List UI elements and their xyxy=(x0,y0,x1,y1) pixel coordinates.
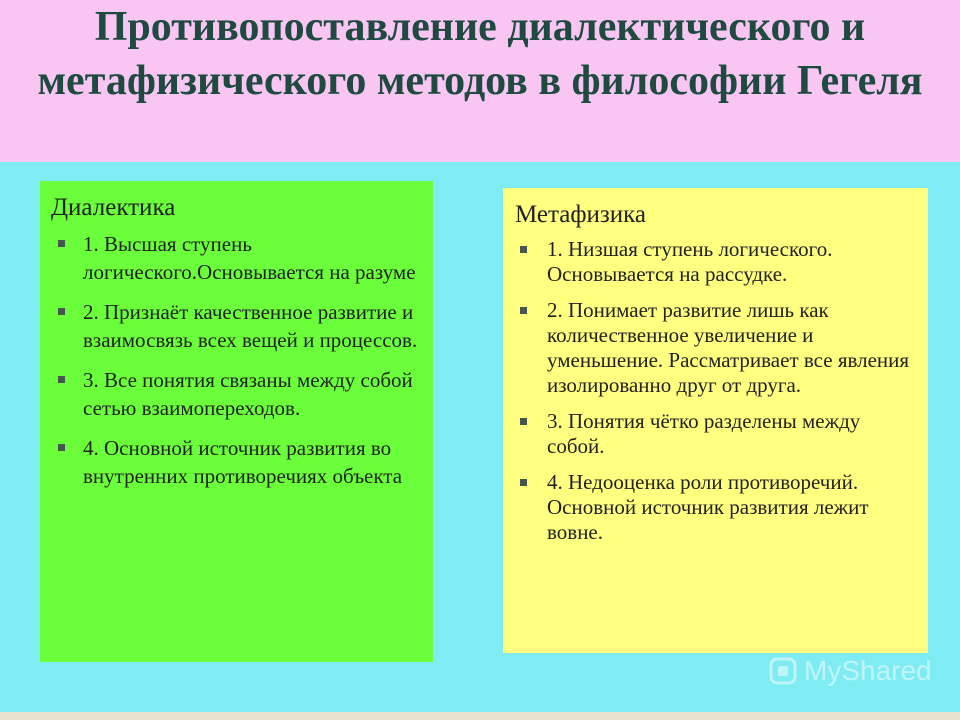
list-item-text: 2. Понимает развитие лишь как количественное увеличение и уменьшение. Рассматривает все явления изолированно друг от друга. xyxy=(547,298,910,397)
list-item xyxy=(515,237,918,287)
list-item xyxy=(515,298,918,398)
dialectics-heading: Диалектика xyxy=(51,194,176,221)
list-item xyxy=(515,409,918,459)
square-bullet-icon xyxy=(520,479,527,486)
square-bullet-icon xyxy=(520,307,527,314)
watermark-text: MyShared xyxy=(804,655,932,686)
list-item-text: 1. Низшая ступень логического. Основывается на рассудке. xyxy=(547,237,833,286)
square-bullet-icon xyxy=(58,376,65,383)
footer-strip xyxy=(0,712,960,720)
watermark xyxy=(768,654,940,688)
dialectics-list xyxy=(51,230,421,490)
square-bullet-icon xyxy=(520,418,527,425)
list-item-text: 2. Признаёт качественное развитие и взаимосвязь всех вещей и процессов. xyxy=(83,300,418,352)
list-item xyxy=(51,366,421,422)
list-item xyxy=(515,470,918,545)
dialectics-panel xyxy=(40,181,433,662)
square-bullet-icon xyxy=(58,308,65,315)
square-bullet-icon xyxy=(520,246,527,253)
list-item xyxy=(51,434,421,490)
myshared-logo-icon xyxy=(768,656,798,686)
metaphysics-list xyxy=(515,237,918,545)
square-bullet-icon xyxy=(58,444,65,451)
list-item-text: 1. Высшая ступень логического.Основывается на разуме xyxy=(83,232,416,284)
slide-title: Противопоставление диалектического и метафизического методов в философии Гегеля xyxy=(37,4,923,104)
list-item-text: 3. Все понятия связаны между собой сетью взаимопереходов. xyxy=(83,368,413,420)
list-item xyxy=(51,298,421,354)
list-item-text: 3. Понятия чётко разделены между собой. xyxy=(547,409,861,458)
metaphysics-heading: Метафизика xyxy=(515,201,647,228)
metaphysics-panel xyxy=(503,188,928,653)
list-item xyxy=(51,230,421,286)
square-bullet-icon xyxy=(58,240,65,247)
list-item-text: 4. Недооценка роли противоречий. Основной источник развития лежит вовне. xyxy=(547,470,869,544)
list-item-text: 4. Основной источник развития во внутренних противоречиях объекта xyxy=(83,436,403,488)
